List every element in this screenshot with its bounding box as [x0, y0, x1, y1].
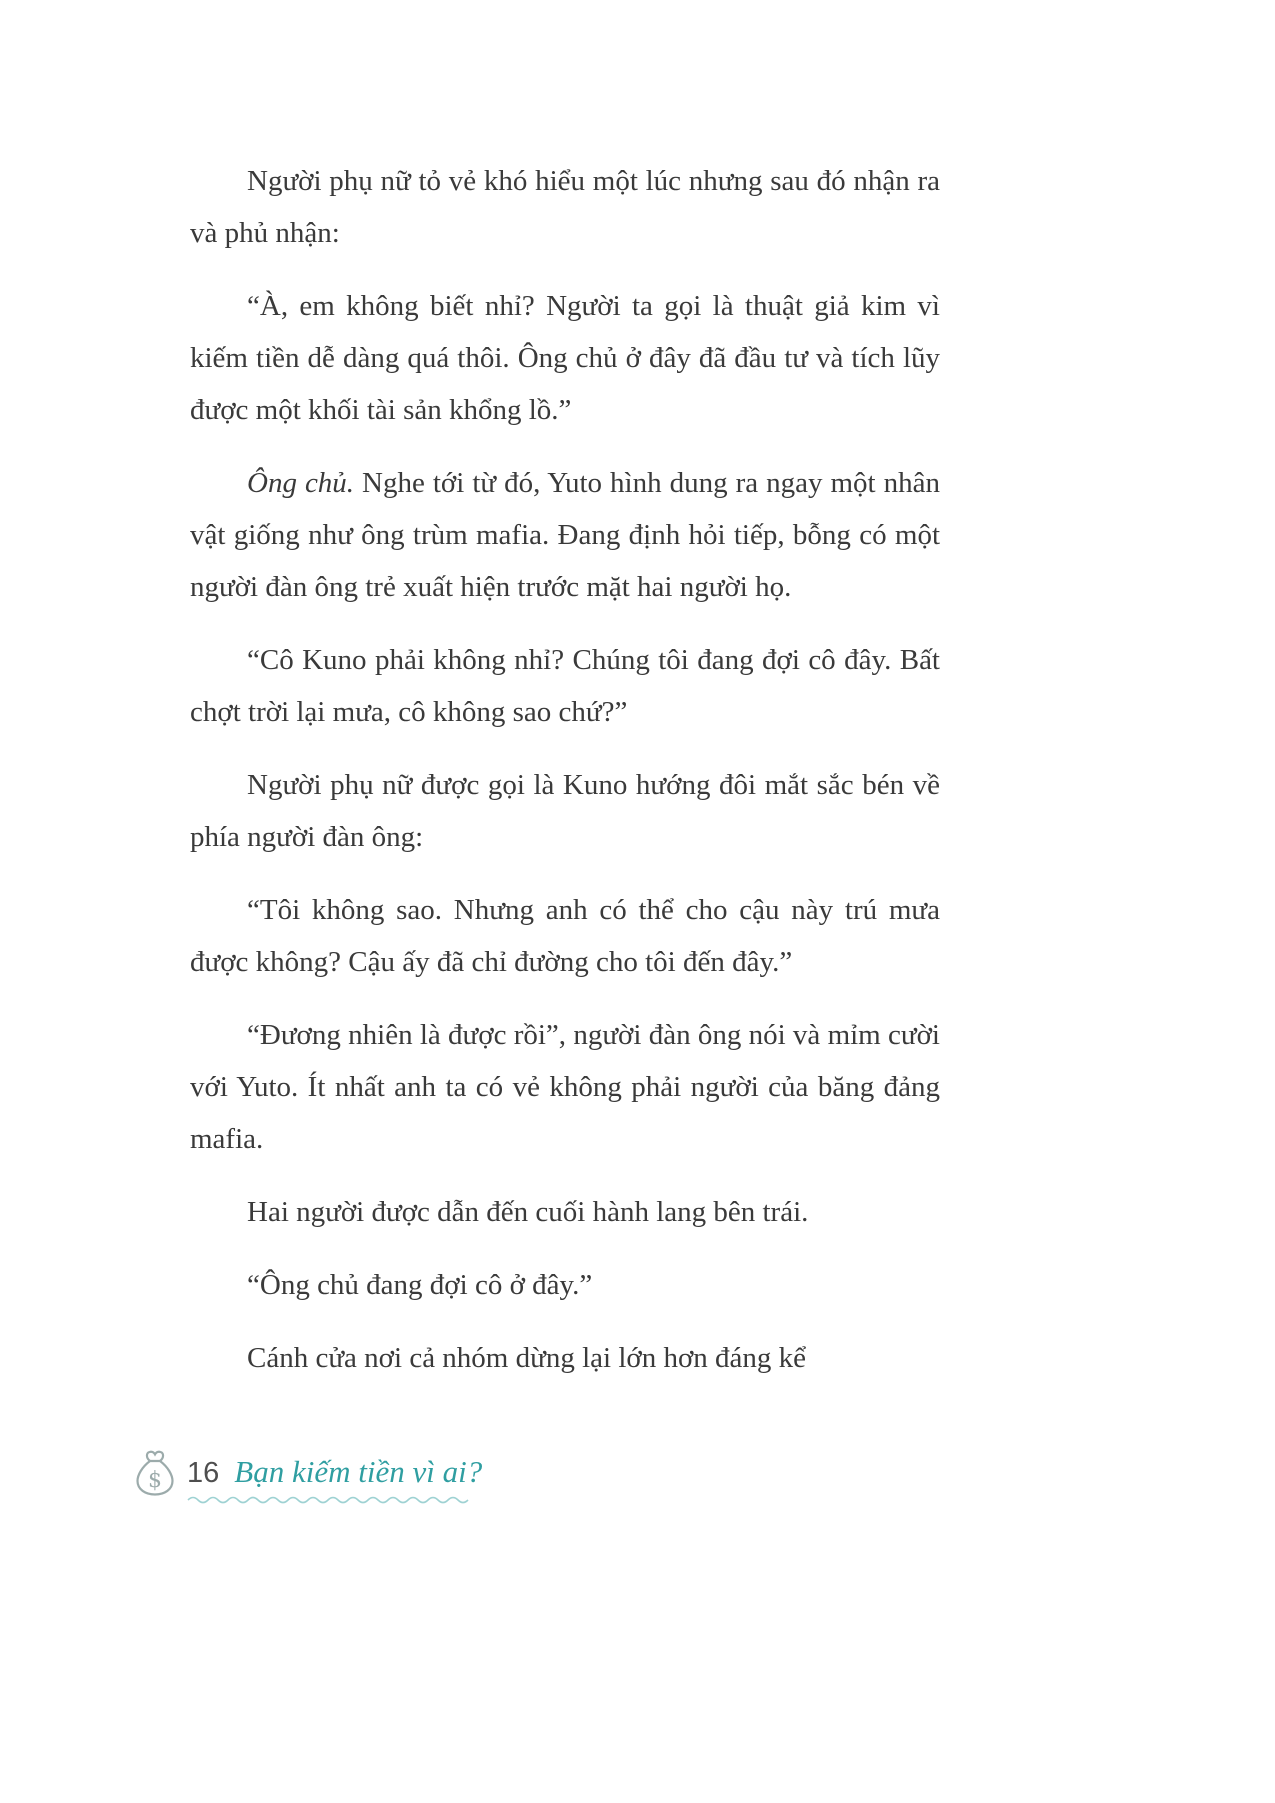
footer-text — [187, 1448, 482, 1504]
paragraph: “Cô Kuno phải không nhỉ? Chúng tôi đang đợi cô đây. Bất chợt trời lại mưa, cô không sao chứ?” — [190, 644, 940, 728]
paragraph: Người phụ nữ tỏ vẻ khó hiểu một lúc nhưng sau đó nhận ra và phủ nhận: — [190, 165, 940, 249]
paragraph: “Đương nhiên là được rồi”, người đàn ông nói và mỉm cười với Yuto. Ít nhất anh ta có vẻ không phải người của băng đảng mafia. — [190, 1019, 940, 1155]
svg-text:$: $ — [148, 1468, 162, 1493]
wavy-underline — [187, 1494, 469, 1504]
paragraph: Hai người được dẫn đến cuối hành lang bên trái. — [247, 1196, 809, 1228]
paragraph — [190, 457, 940, 613]
book-title: Bạn kiếm tiền vì ai? — [234, 1454, 483, 1489]
paragraph: Người phụ nữ được gọi là Kuno hướng đôi mắt sắc bén về phía người đàn ông: — [190, 769, 940, 853]
money-bag-icon — [133, 1448, 177, 1498]
paragraph: “À, em không biết nhỉ? Người ta gọi là thuật giả kim vì kiếm tiền dễ dàng quá thôi. Ông chủ ở đây đã đầu tư và tích lũy được một khối tài sản khổng lồ.” — [190, 290, 940, 426]
paragraph-text: Nghe tới từ đó, Yuto hình dung ra ngay một nhân vật giống như ông trùm mafia. Đang định hỏi tiếp, bỗng có một người đàn ông trẻ xuất hiện trước mặt hai người họ. — [190, 467, 940, 603]
paragraph: Cánh cửa nơi cả nhóm dừng lại lớn hơn đáng kể — [247, 1342, 807, 1374]
paragraph: “Tôi không sao. Nhưng anh có thể cho cậu này trú mưa được không? Cậu ấy đã chỉ đường cho tôi đến đây.” — [190, 894, 940, 978]
page-number: 16 — [187, 1457, 220, 1489]
page-text — [190, 155, 940, 1405]
paragraph: “Ông chủ đang đợi cô ở đây.” — [247, 1269, 593, 1301]
page-footer — [133, 1448, 482, 1504]
footer-line — [187, 1448, 482, 1490]
paragraph-lead-italic: Ông chủ. — [247, 467, 355, 499]
